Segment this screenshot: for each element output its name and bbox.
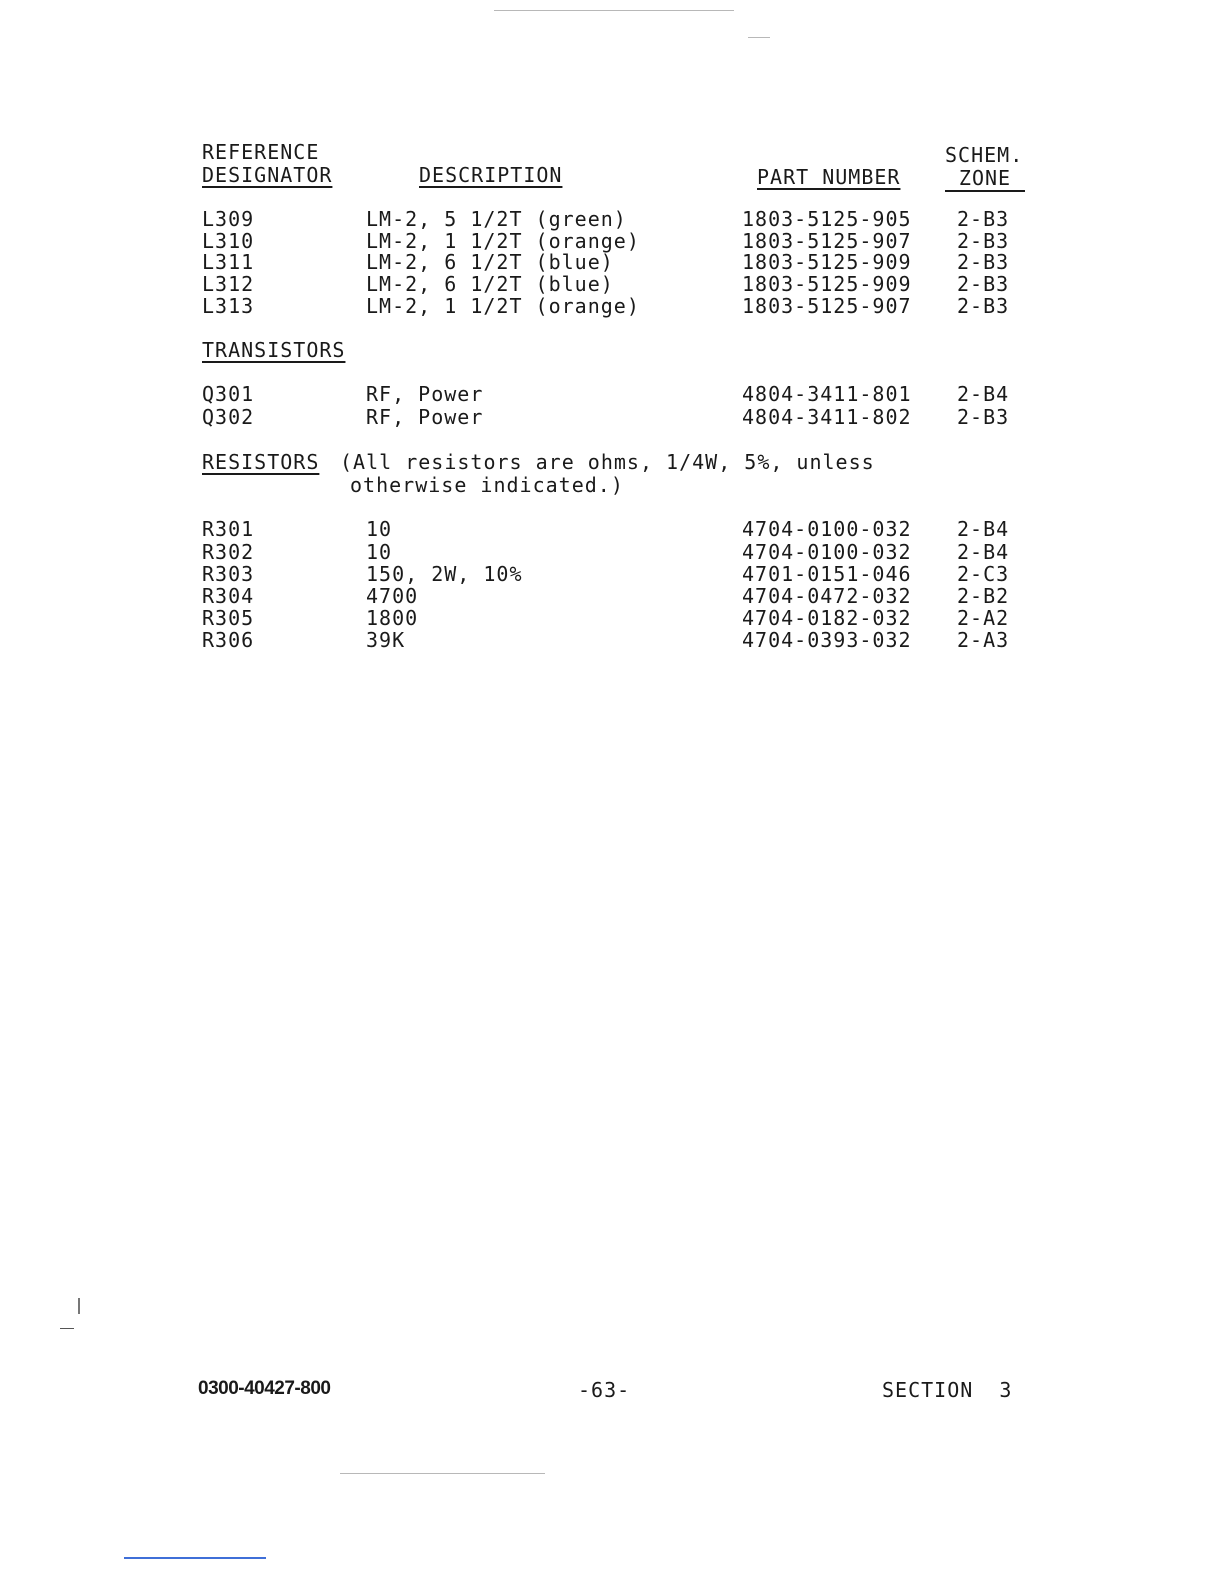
scan-artifact [78,1298,80,1314]
ref-designator: R306 [202,628,255,652]
scan-artifact [340,1473,545,1474]
scan-artifact [494,10,734,11]
table-row [0,584,1224,606]
table-row [0,606,1224,628]
section-label: SECTION 3 [882,1378,1013,1402]
table-row [0,405,1224,427]
description: 10 [366,540,393,564]
resistors-note: (All resistors are ohms, 1/4W, 5%, unless [340,450,875,474]
table-row [0,382,1224,404]
part-number: 1803-5125-905 [742,207,912,231]
schem-zone: 2-A2 [957,606,1010,630]
divider-line [124,1557,266,1559]
ref-designator: R303 [202,562,255,586]
part-number: 4704-0100-032 [742,540,912,564]
part-number: 1803-5125-907 [742,294,912,318]
header-part-number: PART NUMBER [757,165,901,189]
description: 10 [366,517,393,541]
schem-zone: 2-C3 [957,562,1010,586]
table-row [0,272,1224,294]
schem-zone: 2-B3 [957,250,1010,274]
description: 4700 [366,584,419,608]
scan-artifact [60,1328,74,1329]
ref-designator: L313 [202,294,255,318]
description: LM-2, 5 1/2T (green) [366,207,627,231]
description: LM-2, 1 1/2T (orange) [366,229,640,253]
section-title-transistors: TRANSISTORS [202,338,346,362]
part-number: 1803-5125-909 [742,250,912,274]
schem-zone: 2-B3 [957,294,1010,318]
ref-designator: L309 [202,207,255,231]
description: 1800 [366,606,419,630]
ref-designator: R301 [202,517,255,541]
header-zone: ZONE [945,166,1025,192]
header-description: DESCRIPTION [419,163,563,187]
schem-zone: 2-B3 [957,207,1010,231]
schem-zone: 2-B4 [957,517,1010,541]
description: RF, Power [366,405,484,429]
table-row [0,250,1224,272]
part-number: 4804-3411-802 [742,405,912,429]
document-number: 0300-40427-800 [198,1378,331,1399]
part-number: 4704-0182-032 [742,606,912,630]
header-schem: SCHEM. [945,143,1024,167]
description: LM-2, 1 1/2T (orange) [366,294,640,318]
ref-designator: L311 [202,250,255,274]
ref-designator: L310 [202,229,255,253]
description: LM-2, 6 1/2T (blue) [366,250,614,274]
description: LM-2, 6 1/2T (blue) [366,272,614,296]
header-designator: DESIGNATOR [202,163,333,187]
table-row [0,207,1224,229]
schem-zone: 2-B4 [957,540,1010,564]
schem-zone: 2-B3 [957,229,1010,253]
schem-zone: 2-B3 [957,405,1010,429]
resistors-note-continued: otherwise indicated.) [350,473,624,497]
part-number: 4704-0393-032 [742,628,912,652]
ref-designator: R304 [202,584,255,608]
table-row [0,562,1224,584]
description: RF, Power [366,382,484,406]
schem-zone: 2-B4 [957,382,1010,406]
schem-zone: 2-A3 [957,628,1010,652]
schem-zone: 2-B3 [957,272,1010,296]
ref-designator: R302 [202,540,255,564]
part-number: 4704-0472-032 [742,584,912,608]
table-row [0,540,1224,562]
part-number: 4804-3411-801 [742,382,912,406]
part-number: 1803-5125-909 [742,272,912,296]
table-row [0,628,1224,650]
ref-designator: R305 [202,606,255,630]
page-number: -63- [578,1378,631,1402]
schem-zone: 2-B2 [957,584,1010,608]
table-row [0,294,1224,316]
scan-artifact [748,37,770,38]
description: 39K [366,628,406,652]
table-row [0,517,1224,539]
part-number: 4701-0151-046 [742,562,912,586]
ref-designator: Q302 [202,405,255,429]
section-title-resistors: RESISTORS [202,450,320,474]
description: 150, 2W, 10% [366,562,523,586]
ref-designator: L312 [202,272,255,296]
part-number: 1803-5125-907 [742,229,912,253]
ref-designator: Q301 [202,382,255,406]
part-number: 4704-0100-032 [742,517,912,541]
header-reference: REFERENCE [202,140,320,164]
table-row [0,229,1224,251]
